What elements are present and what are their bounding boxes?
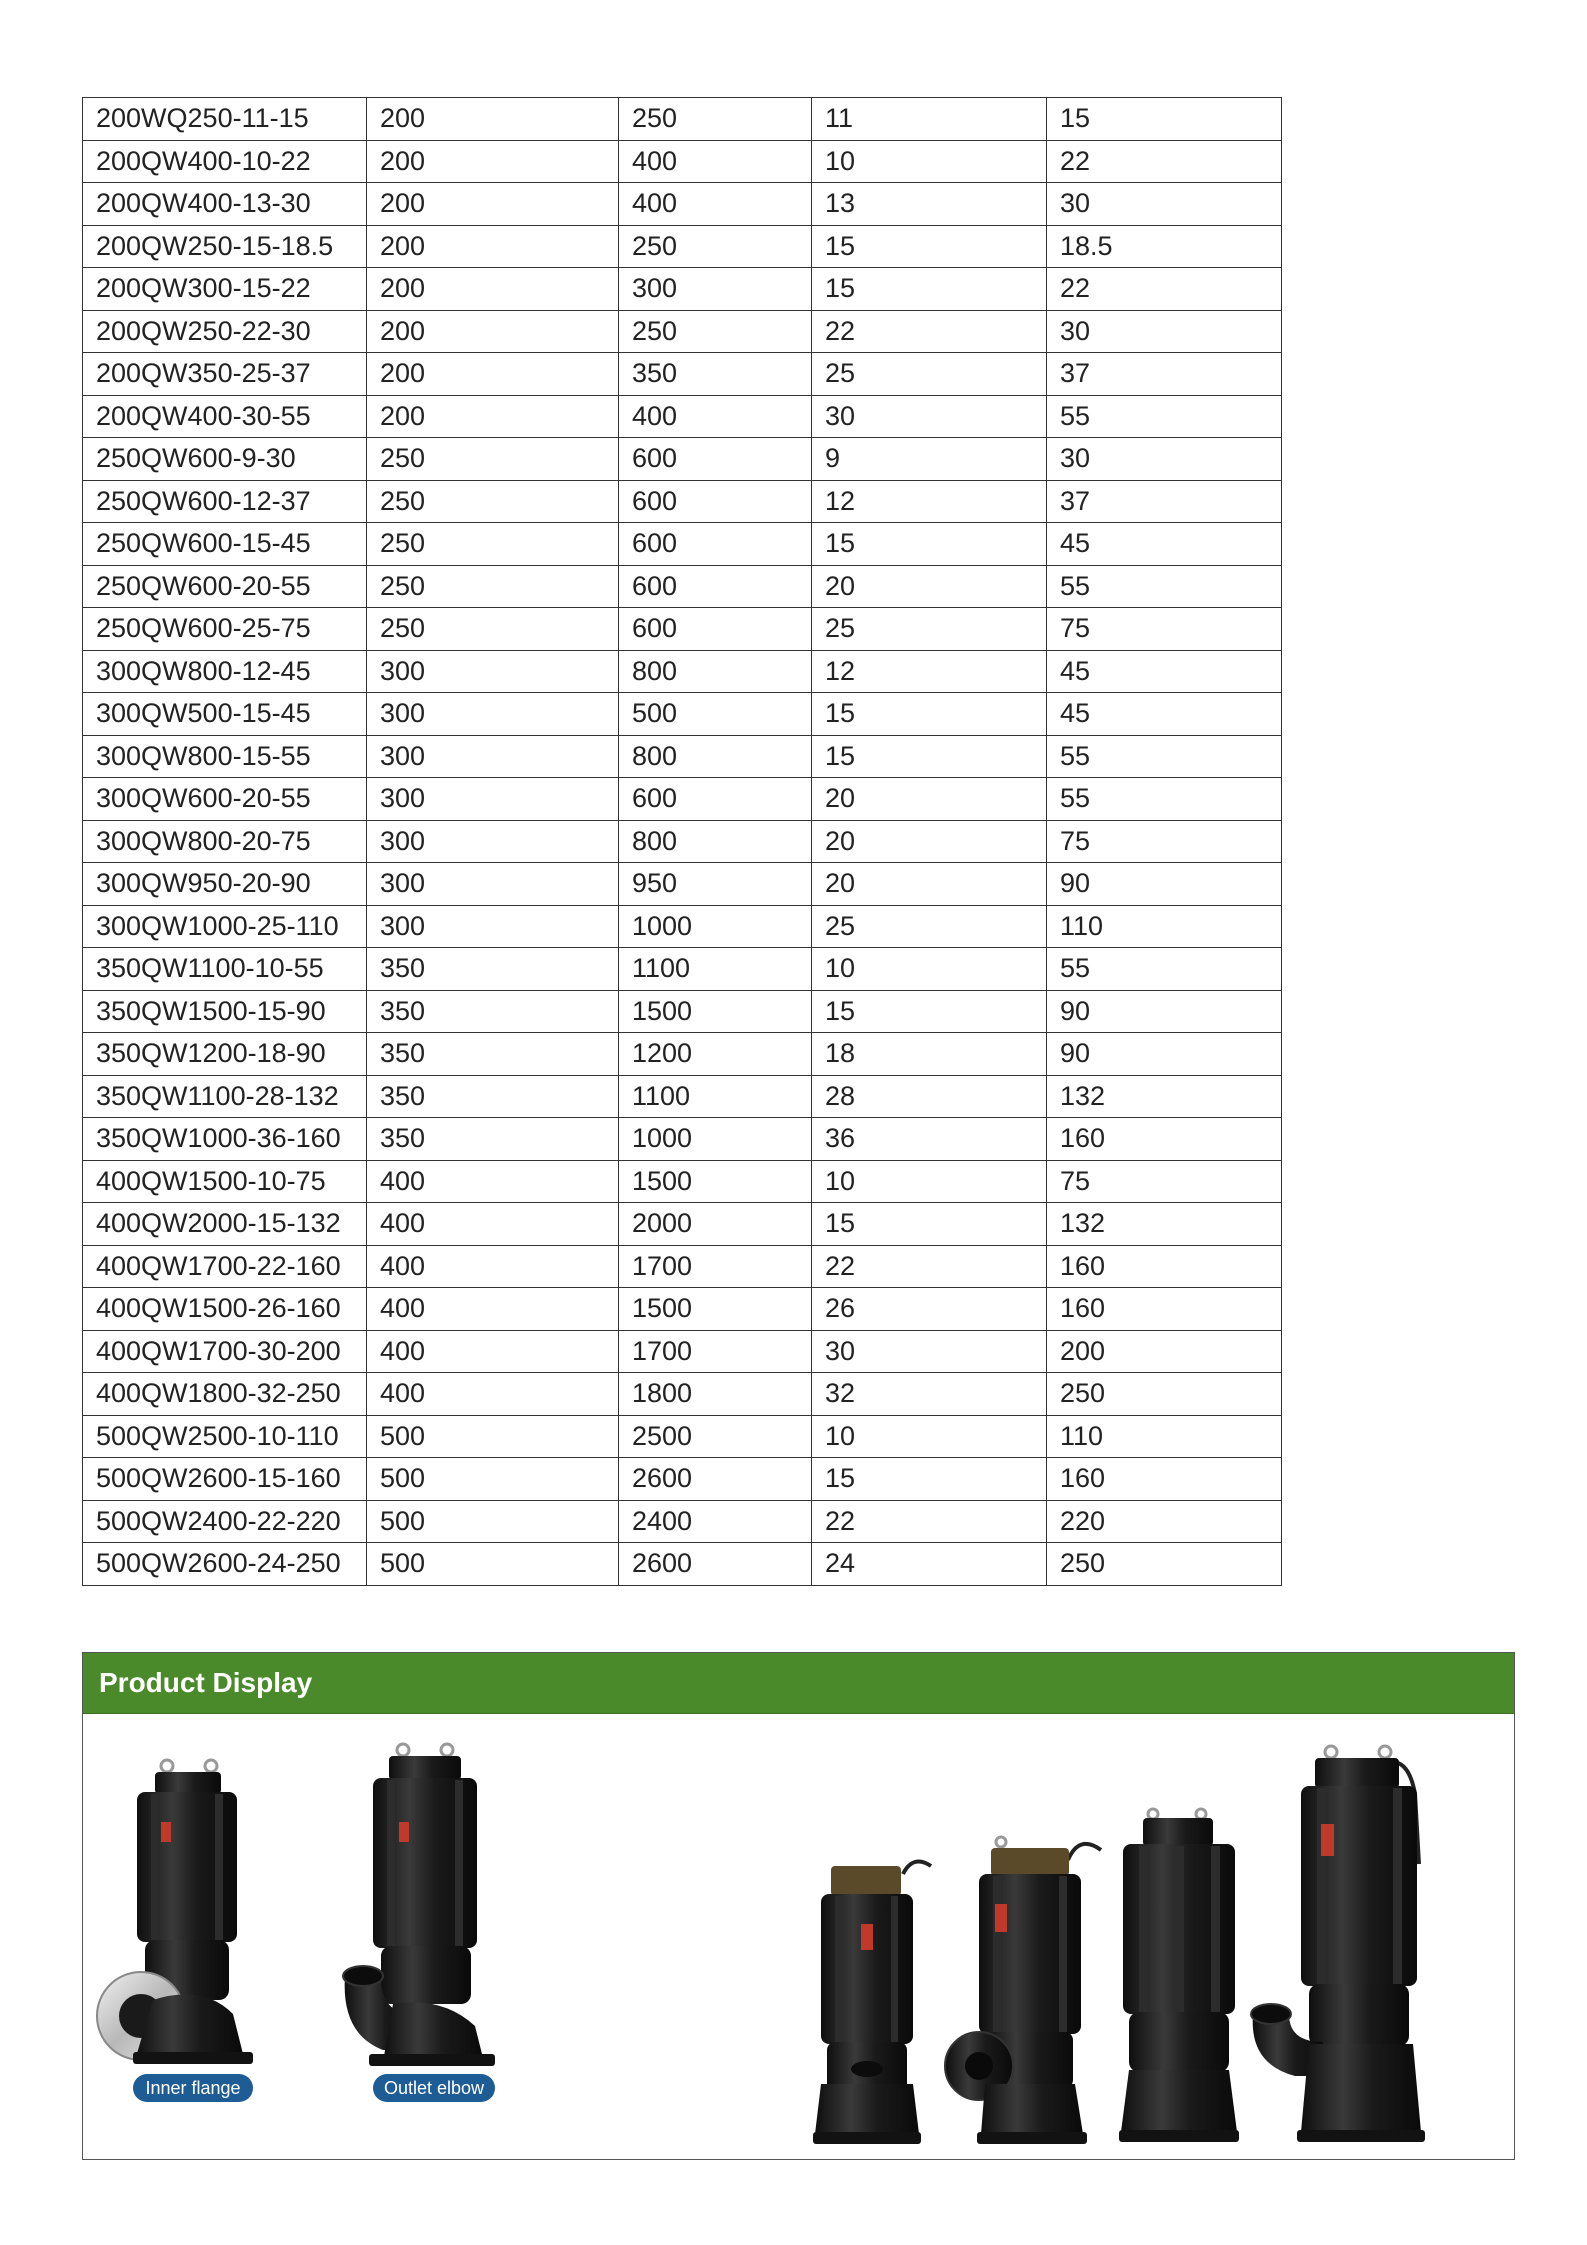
table-row bbox=[83, 225, 1282, 268]
table-cell: 2500 bbox=[619, 1415, 812, 1458]
table-row bbox=[83, 1203, 1282, 1246]
table-cell: 25 bbox=[812, 608, 1047, 651]
table-cell: 22 bbox=[1047, 140, 1282, 183]
table-cell: 25 bbox=[812, 905, 1047, 948]
table-cell: 800 bbox=[619, 650, 812, 693]
table-cell: 45 bbox=[1047, 650, 1282, 693]
table-cell: 400 bbox=[367, 1245, 619, 1288]
table-cell: 600 bbox=[619, 778, 812, 821]
pump-image-5 bbox=[1119, 1809, 1239, 2142]
table-row bbox=[83, 1288, 1282, 1331]
table-cell: 9 bbox=[812, 438, 1047, 481]
table-cell: 400 bbox=[619, 140, 812, 183]
table-cell: 160 bbox=[1047, 1288, 1282, 1331]
table-cell: 25 bbox=[812, 353, 1047, 396]
table-cell: 200WQ250-11-15 bbox=[83, 98, 367, 141]
table-row bbox=[83, 1373, 1282, 1416]
table-cell: 300 bbox=[367, 693, 619, 736]
table-cell: 45 bbox=[1047, 693, 1282, 736]
table-row bbox=[83, 863, 1282, 906]
table-cell: 10 bbox=[812, 140, 1047, 183]
table-cell: 300QW600-20-55 bbox=[83, 778, 367, 821]
table-cell: 400 bbox=[367, 1373, 619, 1416]
table-cell: 950 bbox=[619, 863, 812, 906]
table-cell: 55 bbox=[1047, 565, 1282, 608]
table-cell: 250 bbox=[1047, 1543, 1282, 1586]
table-cell: 2000 bbox=[619, 1203, 812, 1246]
product-images bbox=[83, 1714, 1513, 2158]
table-cell: 200 bbox=[367, 268, 619, 311]
table-cell: 300QW800-20-75 bbox=[83, 820, 367, 863]
table-cell: 350QW1500-15-90 bbox=[83, 990, 367, 1033]
table-cell: 400QW1800-32-250 bbox=[83, 1373, 367, 1416]
table-cell: 400 bbox=[367, 1203, 619, 1246]
table-cell: 1200 bbox=[619, 1033, 812, 1076]
table-cell: 30 bbox=[1047, 310, 1282, 353]
product-display-header bbox=[83, 1653, 1514, 1714]
table-cell: 22 bbox=[812, 1245, 1047, 1288]
table-cell: 200QW400-10-22 bbox=[83, 140, 367, 183]
table-cell: 250QW600-9-30 bbox=[83, 438, 367, 481]
table-cell: 26 bbox=[812, 1288, 1047, 1331]
table-cell: 300QW500-15-45 bbox=[83, 693, 367, 736]
table-cell: 300 bbox=[367, 650, 619, 693]
table-cell: 110 bbox=[1047, 905, 1282, 948]
table-cell: 350QW1200-18-90 bbox=[83, 1033, 367, 1076]
table-cell: 250 bbox=[367, 608, 619, 651]
table-row bbox=[83, 778, 1282, 821]
table-cell: 250 bbox=[619, 98, 812, 141]
table-cell: 250 bbox=[367, 480, 619, 523]
table-row bbox=[83, 140, 1282, 183]
table-cell: 1500 bbox=[619, 990, 812, 1033]
table-cell: 500QW2400-22-220 bbox=[83, 1500, 367, 1543]
table-cell: 350QW1100-10-55 bbox=[83, 948, 367, 991]
table-cell: 160 bbox=[1047, 1245, 1282, 1288]
table-cell: 12 bbox=[812, 650, 1047, 693]
table-cell: 250QW600-25-75 bbox=[83, 608, 367, 651]
table-cell: 400 bbox=[367, 1330, 619, 1373]
table-cell: 250QW600-12-37 bbox=[83, 480, 367, 523]
table-cell: 300 bbox=[367, 778, 619, 821]
table-cell: 200QW300-15-22 bbox=[83, 268, 367, 311]
table-cell: 90 bbox=[1047, 990, 1282, 1033]
table-cell: 500QW2600-15-160 bbox=[83, 1458, 367, 1501]
table-cell: 200 bbox=[367, 395, 619, 438]
table-cell: 55 bbox=[1047, 948, 1282, 991]
pump-outlet-elbow-image bbox=[343, 1744, 495, 2102]
table-cell: 1700 bbox=[619, 1330, 812, 1373]
table-cell: 200 bbox=[367, 353, 619, 396]
table-cell: 250 bbox=[367, 438, 619, 481]
table-cell: 600 bbox=[619, 608, 812, 651]
table-row bbox=[83, 1500, 1282, 1543]
table-cell: 200QW250-22-30 bbox=[83, 310, 367, 353]
table-row bbox=[83, 98, 1282, 141]
table-cell: 15 bbox=[812, 990, 1047, 1033]
table-cell: 36 bbox=[812, 1118, 1047, 1161]
table-cell: 110 bbox=[1047, 1415, 1282, 1458]
table-cell: 75 bbox=[1047, 820, 1282, 863]
table-cell: 30 bbox=[1047, 183, 1282, 226]
table-cell: 400QW1500-10-75 bbox=[83, 1160, 367, 1203]
table-cell: 500 bbox=[367, 1458, 619, 1501]
table-cell: 300 bbox=[367, 863, 619, 906]
product-display-panel bbox=[82, 1652, 1515, 2160]
table-cell: 1000 bbox=[619, 1118, 812, 1161]
table-cell: 37 bbox=[1047, 353, 1282, 396]
outlet-elbow-label: Outlet elbow bbox=[383, 2078, 485, 2098]
pump-image-6 bbox=[1251, 1746, 1425, 2142]
table-cell: 32 bbox=[812, 1373, 1047, 1416]
table-cell: 132 bbox=[1047, 1203, 1282, 1246]
table-row bbox=[83, 1415, 1282, 1458]
table-cell: 90 bbox=[1047, 1033, 1282, 1076]
table-cell: 20 bbox=[812, 778, 1047, 821]
table-cell: 400 bbox=[619, 395, 812, 438]
table-row bbox=[83, 183, 1282, 226]
table-cell: 160 bbox=[1047, 1458, 1282, 1501]
table-row bbox=[83, 523, 1282, 566]
table-cell: 20 bbox=[812, 565, 1047, 608]
pump-inner-flange-image bbox=[97, 1760, 253, 2102]
table-cell: 55 bbox=[1047, 735, 1282, 778]
table-cell: 1700 bbox=[619, 1245, 812, 1288]
table-cell: 350 bbox=[367, 1075, 619, 1118]
table-row bbox=[83, 1118, 1282, 1161]
table-cell: 600 bbox=[619, 480, 812, 523]
table-cell: 800 bbox=[619, 820, 812, 863]
table-cell: 30 bbox=[812, 395, 1047, 438]
table-cell: 350 bbox=[367, 948, 619, 991]
pump-image-4 bbox=[945, 1837, 1101, 2144]
table-cell: 2600 bbox=[619, 1458, 812, 1501]
table-cell: 200QW400-30-55 bbox=[83, 395, 367, 438]
table-cell: 1100 bbox=[619, 948, 812, 991]
table-cell: 200QW250-15-18.5 bbox=[83, 225, 367, 268]
table-row bbox=[83, 1543, 1282, 1586]
table-cell: 300 bbox=[367, 905, 619, 948]
table-cell: 600 bbox=[619, 523, 812, 566]
table-row bbox=[83, 608, 1282, 651]
table-cell: 15 bbox=[812, 225, 1047, 268]
table-cell: 11 bbox=[812, 98, 1047, 141]
table-cell: 300QW950-20-90 bbox=[83, 863, 367, 906]
table-cell: 75 bbox=[1047, 608, 1282, 651]
table-cell: 400QW1500-26-160 bbox=[83, 1288, 367, 1331]
table-cell: 1500 bbox=[619, 1160, 812, 1203]
inner-flange-label: Inner flange bbox=[145, 2078, 241, 2098]
table-cell: 200 bbox=[367, 225, 619, 268]
table-cell: 350 bbox=[367, 1118, 619, 1161]
table-row bbox=[83, 395, 1282, 438]
table-cell: 400 bbox=[619, 183, 812, 226]
table-cell: 500QW2500-10-110 bbox=[83, 1415, 367, 1458]
table-cell: 500 bbox=[619, 693, 812, 736]
table-cell: 250 bbox=[367, 523, 619, 566]
table-cell: 400 bbox=[367, 1160, 619, 1203]
table-cell: 500 bbox=[367, 1500, 619, 1543]
table-row bbox=[83, 480, 1282, 523]
table-cell: 350 bbox=[367, 990, 619, 1033]
table-cell: 250 bbox=[367, 565, 619, 608]
table-cell: 500 bbox=[367, 1543, 619, 1586]
table-cell: 2400 bbox=[619, 1500, 812, 1543]
table-cell: 75 bbox=[1047, 1160, 1282, 1203]
table-cell: 200QW350-25-37 bbox=[83, 353, 367, 396]
product-display-title: Product Display bbox=[99, 1667, 313, 1698]
table-cell: 220 bbox=[1047, 1500, 1282, 1543]
table-cell: 500 bbox=[367, 1415, 619, 1458]
table-cell: 22 bbox=[812, 310, 1047, 353]
table-cell: 200 bbox=[1047, 1330, 1282, 1373]
table-cell: 10 bbox=[812, 1160, 1047, 1203]
table-cell: 15 bbox=[812, 268, 1047, 311]
table-row bbox=[83, 438, 1282, 481]
table-cell: 13 bbox=[812, 183, 1047, 226]
table-cell: 350 bbox=[619, 353, 812, 396]
table-cell: 55 bbox=[1047, 778, 1282, 821]
table-cell: 200QW400-13-30 bbox=[83, 183, 367, 226]
table-row bbox=[83, 1458, 1282, 1501]
table-cell: 30 bbox=[1047, 438, 1282, 481]
table-cell: 400 bbox=[367, 1288, 619, 1331]
table-cell: 200 bbox=[367, 98, 619, 141]
table-cell: 15 bbox=[812, 1458, 1047, 1501]
table-row bbox=[83, 310, 1282, 353]
table-cell: 18.5 bbox=[1047, 225, 1282, 268]
table-cell: 20 bbox=[812, 863, 1047, 906]
table-cell: 10 bbox=[812, 1415, 1047, 1458]
table-row bbox=[83, 1075, 1282, 1118]
table-cell: 45 bbox=[1047, 523, 1282, 566]
table-row bbox=[83, 948, 1282, 991]
table-row bbox=[83, 1330, 1282, 1373]
table-cell: 20 bbox=[812, 820, 1047, 863]
table-cell: 500QW2600-24-250 bbox=[83, 1543, 367, 1586]
table-cell: 200 bbox=[367, 140, 619, 183]
table-cell: 15 bbox=[812, 693, 1047, 736]
spec-table bbox=[82, 97, 1282, 1586]
table-cell: 200 bbox=[367, 310, 619, 353]
table-cell: 300 bbox=[367, 735, 619, 778]
table-row bbox=[83, 693, 1282, 736]
table-row bbox=[83, 990, 1282, 1033]
table-cell: 400QW1700-30-200 bbox=[83, 1330, 367, 1373]
table-cell: 12 bbox=[812, 480, 1047, 523]
table-cell: 15 bbox=[812, 1203, 1047, 1246]
table-cell: 24 bbox=[812, 1543, 1047, 1586]
table-cell: 600 bbox=[619, 438, 812, 481]
table-cell: 15 bbox=[812, 523, 1047, 566]
table-cell: 1100 bbox=[619, 1075, 812, 1118]
table-cell: 800 bbox=[619, 735, 812, 778]
table-cell: 600 bbox=[619, 565, 812, 608]
table-cell: 400QW1700-22-160 bbox=[83, 1245, 367, 1288]
table-cell: 55 bbox=[1047, 395, 1282, 438]
table-row bbox=[83, 820, 1282, 863]
table-cell: 250 bbox=[619, 310, 812, 353]
table-cell: 250 bbox=[619, 225, 812, 268]
table-cell: 1500 bbox=[619, 1288, 812, 1331]
pump-image-3 bbox=[813, 1862, 931, 2145]
table-cell: 18 bbox=[812, 1033, 1047, 1076]
table-cell: 300 bbox=[619, 268, 812, 311]
table-cell: 250 bbox=[1047, 1373, 1282, 1416]
table-cell: 300QW1000-25-110 bbox=[83, 905, 367, 948]
table-row bbox=[83, 565, 1282, 608]
table-row bbox=[83, 353, 1282, 396]
table-cell: 250QW600-15-45 bbox=[83, 523, 367, 566]
table-cell: 350QW1000-36-160 bbox=[83, 1118, 367, 1161]
table-cell: 400QW2000-15-132 bbox=[83, 1203, 367, 1246]
table-cell: 300QW800-12-45 bbox=[83, 650, 367, 693]
table-cell: 1000 bbox=[619, 905, 812, 948]
table-row bbox=[83, 905, 1282, 948]
table-cell: 200 bbox=[367, 183, 619, 226]
table-cell: 22 bbox=[1047, 268, 1282, 311]
table-cell: 250QW600-20-55 bbox=[83, 565, 367, 608]
table-cell: 22 bbox=[812, 1500, 1047, 1543]
table-row bbox=[83, 1160, 1282, 1203]
table-cell: 300QW800-15-55 bbox=[83, 735, 367, 778]
table-cell: 132 bbox=[1047, 1075, 1282, 1118]
table-cell: 15 bbox=[812, 735, 1047, 778]
table-cell: 2600 bbox=[619, 1543, 812, 1586]
table-cell: 90 bbox=[1047, 863, 1282, 906]
table-cell: 30 bbox=[812, 1330, 1047, 1373]
table-cell: 1800 bbox=[619, 1373, 812, 1416]
table-row bbox=[83, 1245, 1282, 1288]
table-cell: 28 bbox=[812, 1075, 1047, 1118]
table-cell: 15 bbox=[1047, 98, 1282, 141]
table-cell: 160 bbox=[1047, 1118, 1282, 1161]
table-row bbox=[83, 1033, 1282, 1076]
table-cell: 350QW1100-28-132 bbox=[83, 1075, 367, 1118]
table-row bbox=[83, 650, 1282, 693]
table-cell: 300 bbox=[367, 820, 619, 863]
table-cell: 37 bbox=[1047, 480, 1282, 523]
table-row bbox=[83, 735, 1282, 778]
table-cell: 10 bbox=[812, 948, 1047, 991]
table-cell: 350 bbox=[367, 1033, 619, 1076]
table-row bbox=[83, 268, 1282, 311]
